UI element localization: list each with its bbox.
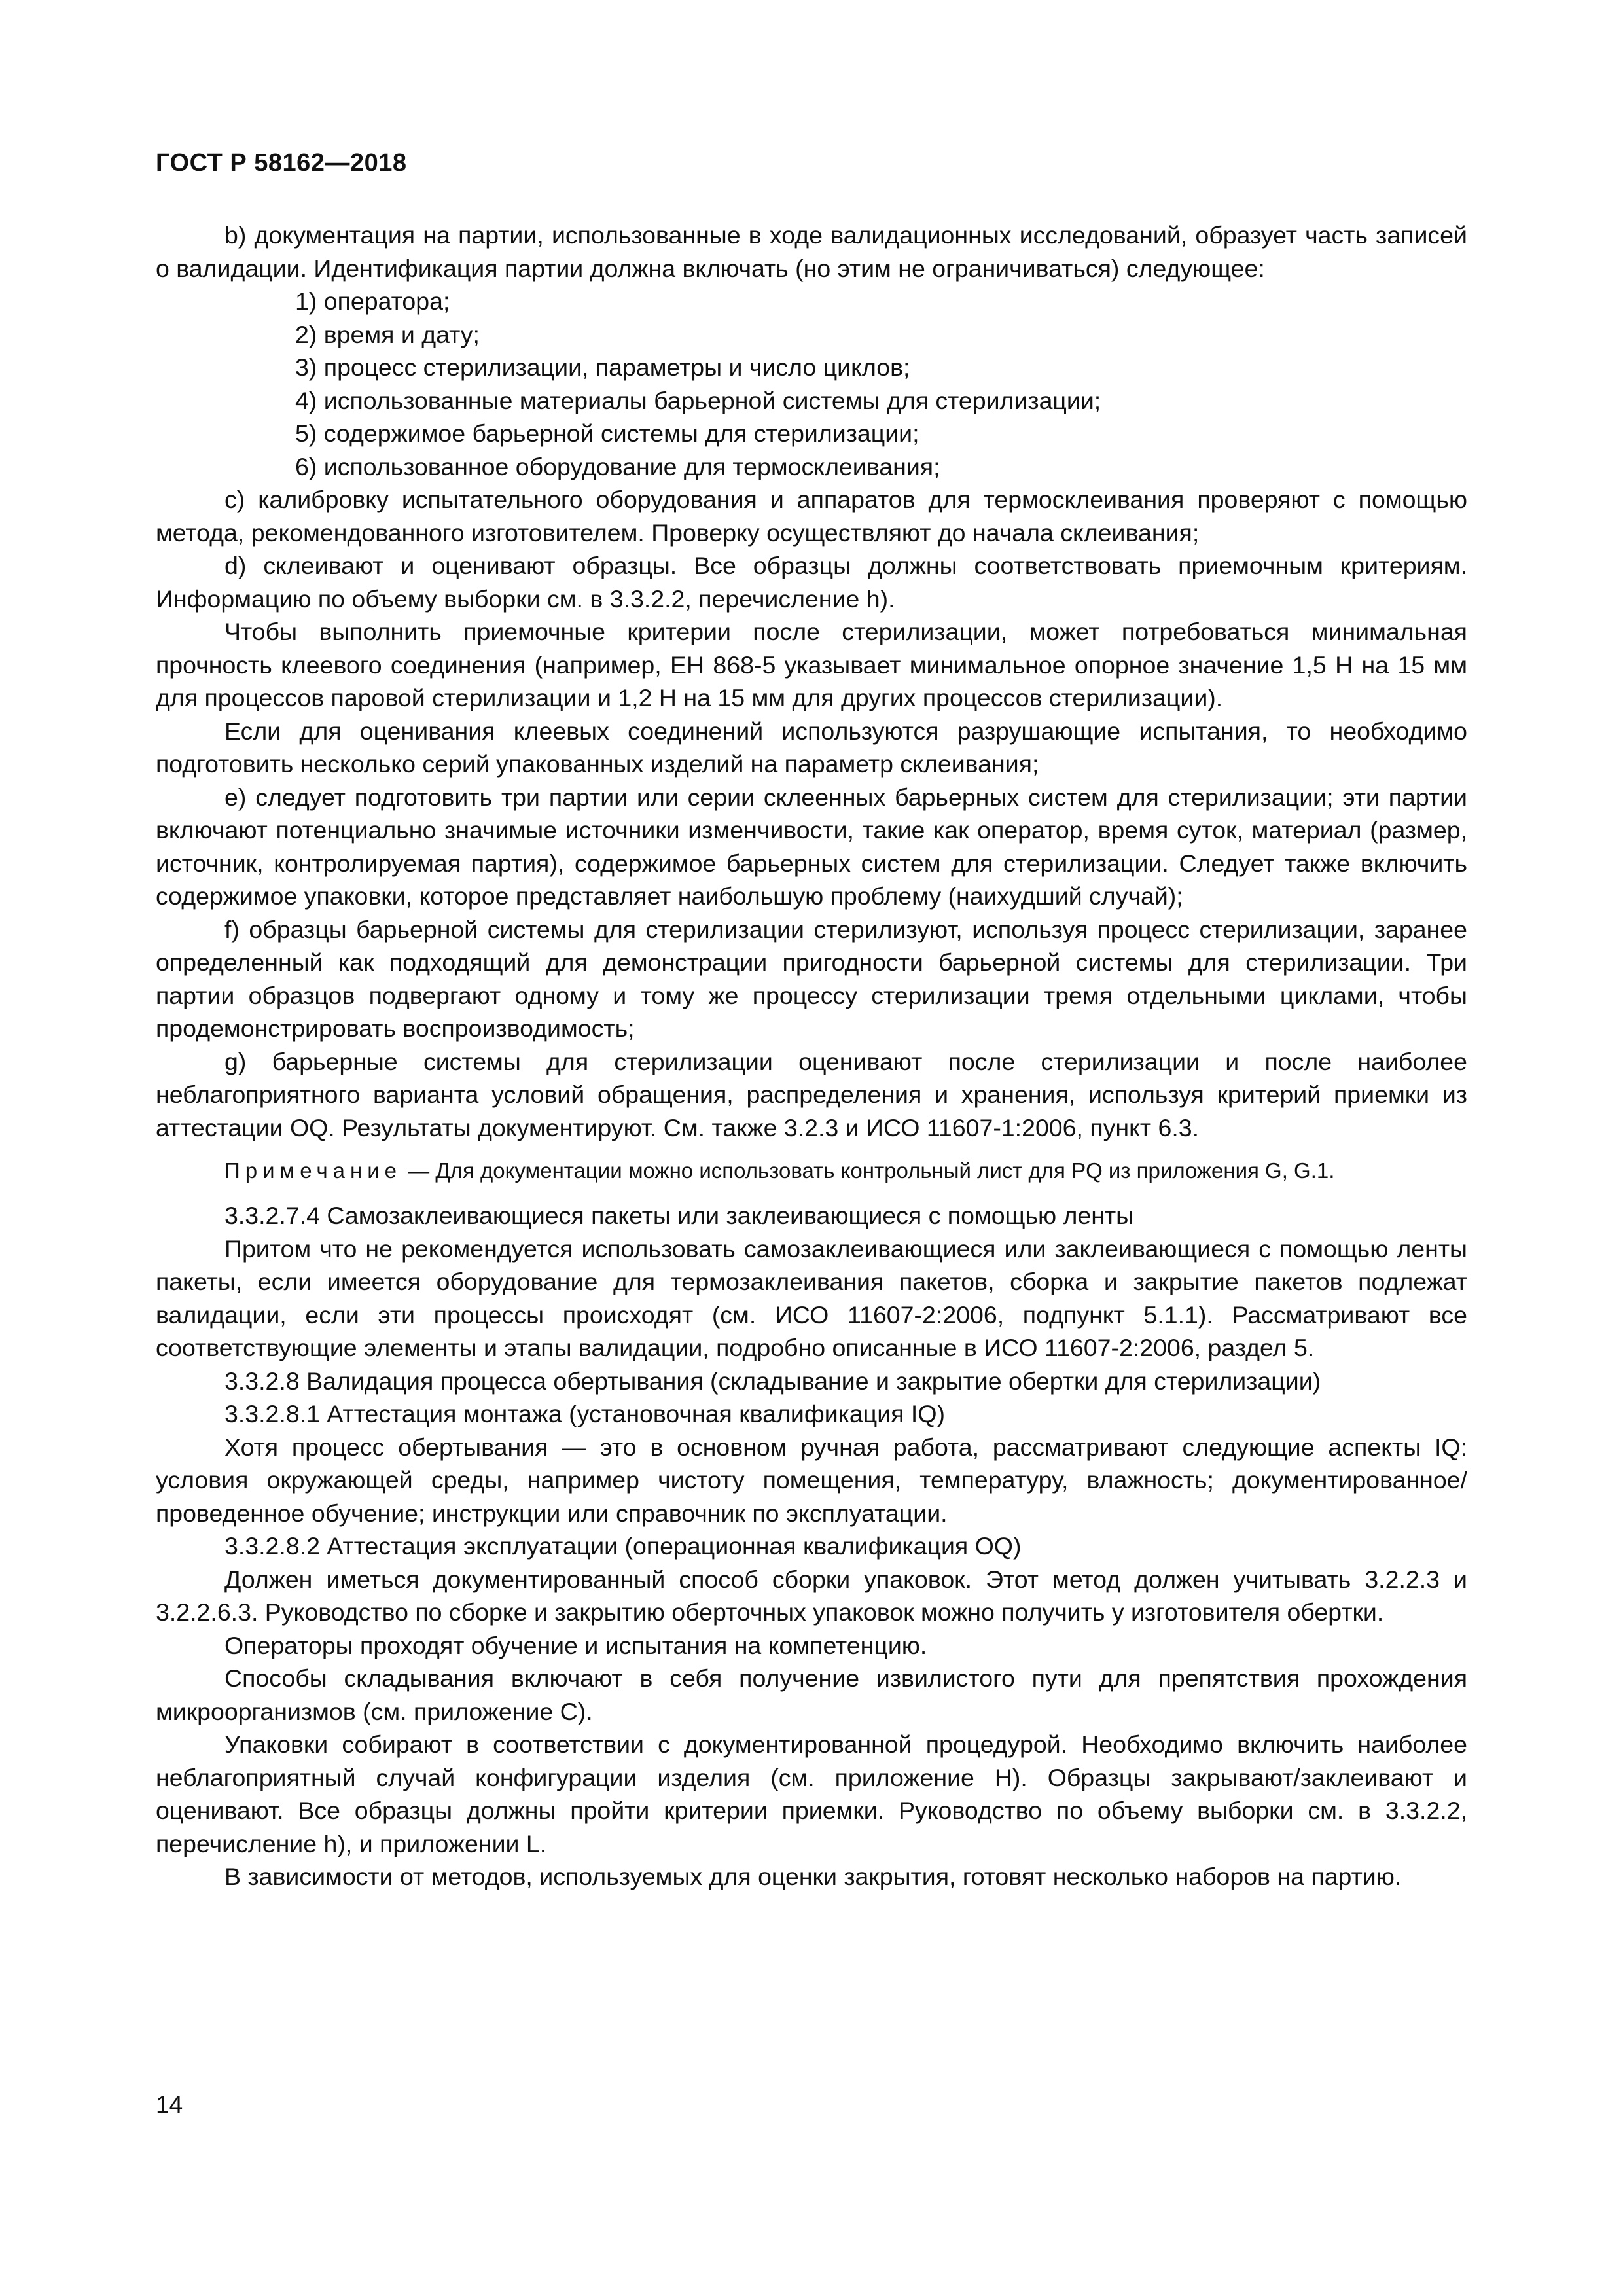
paragraph: Способы складывания включают в себя получение извилистого пути для препятствия прохождения микроорганизмов (см. приложение С). bbox=[156, 1664, 1467, 1725]
section-heading-3-3-2-8-2: 3.3.2.8.2 Аттестация эксплуатации (операционная квалификация OQ) bbox=[224, 1532, 1022, 1560]
list-item: 3) процесс стерилизации, параметры и число циклов; bbox=[295, 353, 910, 381]
paragraph: Хотя процесс обертывания — это в основном ручная работа, рассматривают следующие аспекты IQ: условия окружающей среды, например чистоту помещения, температуру, влажность; документированное/проведенное обучение; инструкции или справочник по эксплуатации. bbox=[156, 1433, 1467, 1527]
paragraph: Упаковки собирают в соответствии с документированной процедурой. Необходимо включить наиболее неблагоприятный случай конфигурации изделия (см. приложение Н). Образцы закрывают/заклеивают и оценивают. Все образцы должны пройти критерии приемки. Руководство по объему выборки см. в 3.3.2.2, перечисление h), и приложении L. bbox=[156, 1731, 1467, 1857]
paragraph-b: b) документация на партии, использованные в ходе валидационных исследований, образует часть записей о валидации. Идентификация партии должна включать (но этим не ограничиваться) следующее: bbox=[156, 221, 1467, 282]
section-heading-3-3-2-8: 3.3.2.8 Валидация процесса обертывания (складывание и закрытие обертки для стерилизации) bbox=[224, 1367, 1321, 1395]
paragraph-g: g) барьерные системы для стерилизации оценивают после стерилизации и после наиболее неблагоприятного варианта условий обращения, распределения и хранения, используя критерий приемки из аттестации OQ. Результаты документируют. См. также 3.2.3 и ИСО 11607-1:2006, пункт 6.3. bbox=[156, 1047, 1467, 1141]
page-number: 14 bbox=[156, 2091, 183, 2118]
note-text: — Для документации можно использовать контрольный лист для PQ из приложения G, G.1. bbox=[402, 1158, 1335, 1183]
paragraph: Притом что не рекомендуется использовать самозаклеивающиеся или заклеивающиеся с помощью ленты пакеты, если имеется оборудование для термозаклеивания пакетов, сборка и закрытие пакетов подлежат валидации, если эти процессы происходят (см. ИСО 11607-2:2006, подпункт 5.1.1). Рассматривают все соответствующие элементы и этапы валидации, подробно описанные в ИСО 11607-2:2006, раздел 5. bbox=[156, 1234, 1467, 1361]
section-heading-3-3-2-7-4: 3.3.2.7.4 Самозаклеивающиеся пакеты или заклеивающиеся с помощью ленты bbox=[224, 1202, 1134, 1229]
paragraph: Должен иметься документированный способ сборки упаковок. Этот метод должен учитывать 3.2.2.3 и 3.2.2.6.3. Руководство по сборке и закрытию оберточных упаковок можно получить у изготовителя обертки. bbox=[156, 1565, 1467, 1626]
paragraph: Если для оценивания клеевых соединений используются разрушающие испытания, то необходимо подготовить несколько серий упакованных изделий на параметр склеивания; bbox=[156, 717, 1467, 778]
list-item: 4) использованные материалы барьерной системы для стерилизации; bbox=[295, 386, 1101, 414]
paragraph: В зависимости от методов, используемых для оценки закрытия, готовят несколько наборов на партию. bbox=[224, 1863, 1402, 1890]
paragraph-f: f) образцы барьерной системы для стерилизации стерилизуют, используя процесс стерилизации, заранее определенный как подходящий для демонстрации пригодности барьерной системы для стерилизации. Три партии образцов подвергают одному и тому же процессу стерилизации тремя отдельными циклами, чтобы продемонстрировать воспроизводимость; bbox=[156, 915, 1467, 1042]
section-heading-3-3-2-8-1: 3.3.2.8.1 Аттестация монтажа (установочная квалификация IQ) bbox=[224, 1400, 945, 1427]
note bbox=[156, 1156, 1467, 1186]
note-label: Примечание bbox=[224, 1158, 402, 1183]
document-header: ГОСТ Р 58162—2018 bbox=[156, 149, 407, 177]
paragraph-c: c) калибровку испытательного оборудования и аппаратов для термосклеивания проверяют с помощью метода, рекомендованного изготовителем. Проверку осуществляют до начала склеивания; bbox=[156, 486, 1467, 547]
list-item: 6) использованное оборудование для термосклеивания; bbox=[295, 452, 940, 480]
list-item: 2) время и дату; bbox=[295, 320, 480, 348]
paragraph: Чтобы выполнить приемочные критерии после стерилизации, может потребоваться минимальная прочность клеевого соединения (например, ЕН 868-5 указывает минимальное опорное значение 1,5 Н на 15 мм для процессов паровой стерилизации и 1,2 Н на 15 мм для других процессов стерилизации). bbox=[156, 618, 1467, 711]
paragraph: Операторы проходят обучение и испытания на компетенцию. bbox=[224, 1631, 927, 1659]
paragraph-d: d) склеивают и оценивают образцы. Все образцы должны соответствовать приемочным критериям. Информацию по объему выборки см. в 3.3.2.2, перечисление h). bbox=[156, 552, 1467, 613]
document-body bbox=[156, 219, 1467, 1893]
paragraph-e: e) следует подготовить три партии или серии склеенных барьерных систем для стерилизации; эти партии включают потенциально значимые источники изменчивости, такие как оператор, время суток, материал (размер, источник, контролируемая партия), содержимое барьерных систем для стерилизации. Следует также включить содержимое упаковки, которое представляет наибольшую проблему (наихудший случай); bbox=[156, 783, 1467, 910]
list-item: 1) оператора; bbox=[295, 287, 450, 315]
list-item: 5) содержимое барьерной системы для стерилизации; bbox=[295, 420, 919, 447]
